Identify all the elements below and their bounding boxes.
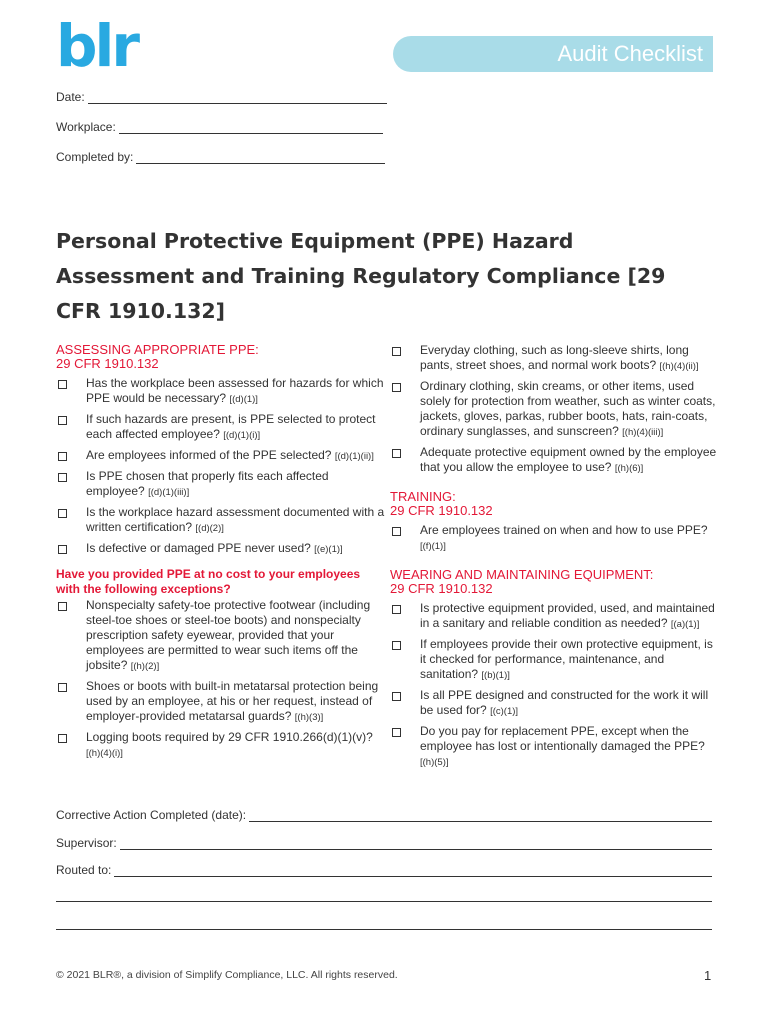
left-column [56, 343, 386, 761]
checklist-item [56, 448, 386, 464]
right-column [390, 343, 720, 770]
checklist-item-text: Logging boots required by 29 CFR 1910.266(d)(1)(v)? [86, 730, 373, 744]
checklist-item-reference: [(h)(3)] [294, 712, 324, 723]
training-heading-line1: TRAINING: [390, 489, 456, 504]
section-heading-line1: ASSESSING APPROPRIATE PPE: [56, 342, 259, 357]
checklist-item [390, 724, 720, 770]
checklist-item [56, 505, 386, 536]
checklist-item [390, 343, 720, 374]
checklist-item-text: If employees provide their own protective equipment, is it checked for performance, maintenance, and sanitation? [420, 637, 713, 681]
blank-line-2[interactable] [56, 929, 712, 930]
page-number: 1 [704, 968, 712, 983]
blr-logo: blr [56, 12, 138, 80]
checklist-item [56, 412, 386, 443]
date-field[interactable] [56, 90, 387, 104]
completed-by-line[interactable] [136, 150, 385, 164]
checklist-item-text: Is defective or damaged PPE never used? [86, 541, 311, 555]
workplace-line[interactable] [119, 120, 383, 134]
routed-to-label: Routed to: [56, 863, 112, 877]
corrective-action-field[interactable] [56, 808, 712, 822]
checklist-item [390, 637, 720, 683]
exceptions-checklist [56, 598, 386, 761]
checklist-item-reference: [(e)(1)] [314, 544, 343, 555]
checklist-item-reference: [(h)(4)(iii)] [622, 427, 664, 438]
checklist-item [56, 376, 386, 407]
routed-to-line[interactable] [114, 863, 712, 877]
assessing-checklist [56, 376, 386, 557]
checklist-item-text: Has the workplace been assessed for hazards for which PPE would be necessary? [86, 376, 384, 405]
checklist-item-text: Is the workplace hazard assessment documented with a written certification? [86, 505, 385, 534]
checklist-item-reference: [(d)(1)] [229, 394, 258, 405]
supervisor-field[interactable] [56, 836, 712, 850]
checkbox[interactable] [58, 734, 67, 743]
wearing-heading-line2: 29 CFR 1910.132 [390, 581, 493, 596]
checklist-item-text: Shoes or boots with built-in metatarsal protection being used by an employee, at his or her request, instead of employer-provided metatarsal guards? [86, 679, 379, 723]
date-label: Date: [56, 90, 85, 104]
checkbox[interactable] [58, 683, 67, 692]
exceptions-heading: Have you provided PPE at no cost to your employees with the following exceptions? [56, 567, 361, 596]
checklist-item-text: Do you pay for replacement PPE, except when the employee has lost or intentionally damaged the PPE? [420, 724, 705, 753]
checkbox[interactable] [58, 380, 67, 389]
checklist-item [390, 445, 720, 476]
blank-line-1[interactable] [56, 901, 712, 902]
completed-by-field[interactable] [56, 150, 385, 164]
checklist-item-text: Is all PPE designed and constructed for the work it will be used for? [420, 688, 709, 717]
checklist-item-reference: [(d)(1)(ii)] [334, 451, 374, 462]
checklist-item [390, 379, 720, 440]
routed-to-field[interactable] [56, 863, 712, 877]
checklist-item-text: Ordinary clothing, skin creams, or other items, used solely for protection from weather, such as winter coats, jackets, gloves, parkas, rubber boots, hats, rain-coats, ordinary sunglasses, and sunscreen? [420, 379, 716, 438]
workplace-field[interactable] [56, 120, 383, 134]
checkbox[interactable] [392, 728, 401, 737]
checklist-item-reference: [(h)(4)(i)] [86, 748, 123, 759]
checkbox[interactable] [58, 452, 67, 461]
checklist-item-text: If such hazards are present, is PPE selected to protect each affected employee? [86, 412, 376, 441]
section-heading-assessing [56, 343, 386, 371]
corrective-action-label: Corrective Action Completed (date): [56, 808, 247, 822]
checklist-item-text: Are employees informed of the PPE selected? [86, 448, 332, 462]
date-line[interactable] [88, 90, 387, 104]
checklist-item-text: Nonspecialty safety-toe protective footwear (including steel-toe shoes or steel-toe boots) and nonspecialty prescription safety eyewear, provided that your employees are permitted to wear such items off the jobsite? [86, 598, 371, 672]
supervisor-label: Supervisor: [56, 836, 117, 850]
checklist-item [56, 541, 386, 557]
checkbox[interactable] [392, 605, 401, 614]
checklist-item [56, 730, 386, 761]
title-cite: [29 CFR 1910.132] [56, 264, 666, 323]
checkbox[interactable] [392, 383, 401, 392]
copyright: © 2021 BLR®, a division of Simplify Compliance, LLC. All rights reserved. [56, 969, 398, 981]
checklist-item [390, 601, 720, 632]
checkbox[interactable] [58, 509, 67, 518]
checklist-item-reference: [(h)(5)] [420, 757, 449, 768]
checkbox[interactable] [392, 641, 401, 650]
checkbox[interactable] [58, 545, 67, 554]
training-heading-line2: 29 CFR 1910.132 [390, 503, 493, 518]
checklist-item-text: Is protective equipment provided, used, and maintained in a sanitary and reliable condition as needed? [420, 601, 715, 630]
checklist-item-reference: [(d)(1)(i)] [223, 430, 261, 441]
checklist-item-reference: [(a)(1)] [670, 619, 700, 630]
workplace-label: Workplace: [56, 120, 116, 134]
section-heading-line2: 29 CFR 1910.132 [56, 356, 159, 371]
checklist-item [56, 469, 386, 500]
checklist-item [56, 598, 386, 674]
wearing-checklist [390, 601, 720, 770]
checklist-item-reference: [(h)(4)(ii)] [659, 361, 699, 372]
checkbox[interactable] [58, 416, 67, 425]
checklist-item-text: Everyday clothing, such as long-sleeve shirts, long pants, street shoes, and normal work boots? [420, 343, 689, 372]
checkbox[interactable] [392, 527, 401, 536]
checklist-item-reference: [(c)(1)] [490, 706, 519, 717]
training-checklist [390, 523, 720, 554]
section-heading-training [390, 490, 720, 518]
title-main: Personal Protective Equipment (PPE) Hazard Assessment and Training Regulatory Compliance [56, 229, 621, 288]
completed-by-label: Completed by: [56, 150, 134, 164]
section-heading-wearing [390, 568, 720, 596]
checkbox[interactable] [58, 473, 67, 482]
checklist-item-reference: [(d)(2)] [195, 523, 224, 534]
checklist-item-text: Is PPE chosen that properly fits each affected employee? [86, 469, 329, 498]
audit-checklist-tab: Audit Checklist [393, 36, 713, 72]
page-title [56, 224, 716, 329]
exceptions-checklist-cont [390, 343, 720, 476]
checkbox[interactable] [392, 347, 401, 356]
checklist-item-reference: [(d)(1)(iii)] [148, 487, 190, 498]
checklist-item [390, 688, 720, 719]
checklist-item-reference: [(f)(1)] [420, 541, 446, 552]
corrective-action-line[interactable] [249, 808, 712, 822]
checklist-item [390, 523, 720, 554]
checklist-item-reference: [(b)(1)] [481, 670, 510, 681]
checklist-item-reference: [(h)(6)] [614, 463, 644, 474]
checklist-item [56, 679, 386, 725]
checklist-item-text: Are employees trained on when and how to use PPE? [420, 523, 708, 537]
checkbox[interactable] [58, 602, 67, 611]
checkbox[interactable] [392, 692, 401, 701]
wearing-heading-line1: WEARING AND MAINTAINING EQUIPMENT: [390, 567, 654, 582]
checklist-item-text: Adequate protective equipment owned by the employee that you allow the employee to use? [420, 445, 717, 474]
supervisor-line[interactable] [120, 836, 712, 850]
checkbox[interactable] [392, 449, 401, 458]
checklist-item-reference: [(h)(2)] [130, 661, 160, 672]
